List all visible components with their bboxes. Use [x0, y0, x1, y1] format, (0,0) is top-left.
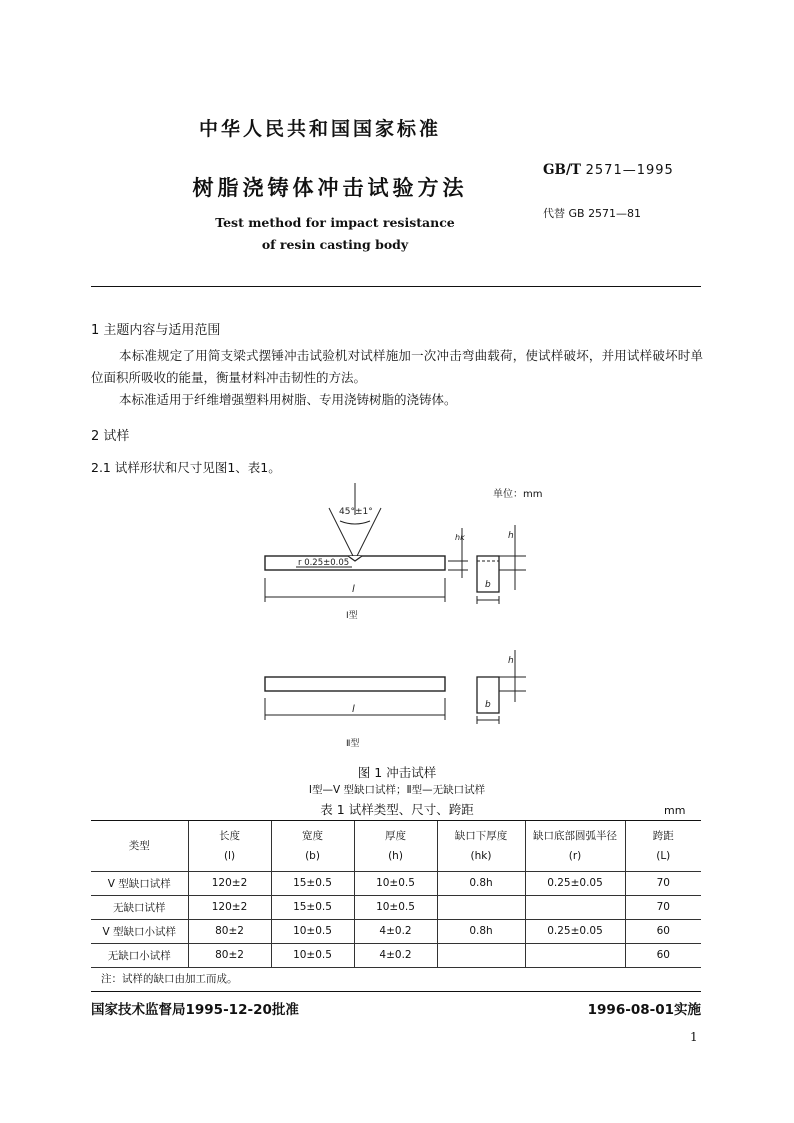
table-header-row [91, 821, 701, 871]
hk-label: hk [455, 533, 465, 542]
table-row: 无缺口小试样 80±2 10±0.5 4±0.2 60 [91, 943, 701, 967]
type2-label: Ⅱ型 [346, 739, 360, 749]
title-english-line1: Test method for impact resistance [215, 215, 455, 230]
col-header-notch-thickness: 缺口下厚度 (hk) [437, 821, 525, 871]
table-row: V 型缺口小试样 80±2 10±0.5 4±0.2 0.8h 0.25±0.05 60 [91, 919, 701, 943]
h-label-2: h [508, 656, 514, 666]
implementation-date: 1996-08-01实施 [587, 1002, 701, 1018]
figure-unit: 单位：mm [493, 489, 543, 500]
length-label-2: l [352, 704, 355, 715]
radius-label: r 0.25±0.05 [298, 558, 350, 568]
table-unit: mm [664, 804, 686, 817]
section-1-paragraph-1: 本标准规定了用简支梁式摆锤冲击试验机对试样施加一次冲击弯曲载荷，使试样破坏，并用试样破坏时单位面积所吸收的能量，衡量材料冲击韧性的方法。 [91, 348, 703, 385]
title-english-line2: of resin casting body [261, 237, 409, 252]
col-header-width: 宽度 (b) [271, 821, 354, 871]
table-row: 无缺口试样 120±2 15±0.5 10±0.5 70 [91, 895, 701, 919]
table-note: 注：试样的缺口由加工而成。 [101, 973, 238, 985]
section-2-title: 2 试样 [91, 429, 130, 444]
col-header-length: 长度 (l) [188, 821, 271, 871]
h-label-1: h [508, 531, 514, 541]
national-standard-header: 中华人民共和国国家标准 [198, 118, 441, 140]
specimen-table [91, 821, 701, 990]
table-row: V 型缺口试样 120±2 15±0.5 10±0.5 0.8h 0.25±0.05 70 [91, 871, 701, 895]
b-label-2: b [485, 700, 491, 710]
title-chinese: 树脂浇铸体冲击试验方法 [192, 176, 468, 200]
col-header-type: 类型 [91, 821, 188, 871]
length-label-1: l [352, 584, 355, 595]
replaces-standard: 代替 GB 2571—81 [543, 207, 642, 220]
b-label-1: b [485, 580, 491, 590]
clause-2-1: 2.1 试样形状和尺寸见图1、表1。 [91, 460, 281, 475]
col-header-span: 跨距 (L) [625, 821, 701, 871]
page-number: 1 [690, 1030, 698, 1044]
section-1-paragraph-2: 本标准适用于纤维增强塑料用树脂、专用浇铸树脂的浇铸体。 [119, 392, 457, 407]
col-header-notch-radius: 缺口底部圆弧半径 (r) [525, 821, 625, 871]
approval-date: 国家技术监督局1995-12-20批准 [91, 1002, 299, 1018]
section-1-title: 1 主题内容与适用范围 [91, 323, 221, 338]
table-bottom-rule [91, 991, 701, 992]
col-header-thickness: 厚度 (h) [354, 821, 437, 871]
figure-subcaption: Ⅰ型—V 型缺口试样；Ⅱ型—无缺口试样 [308, 784, 486, 796]
standard-prefix: GB/T [543, 162, 581, 178]
figure-caption: 图 1 冲击试样 [357, 765, 437, 780]
standard-number: 2571—1995 [585, 163, 674, 178]
angle-label: 45°±1° [339, 507, 373, 517]
table-caption: 表 1 试样类型、尺寸、跨距 [320, 802, 474, 817]
type1-label: Ⅰ型 [346, 611, 358, 621]
